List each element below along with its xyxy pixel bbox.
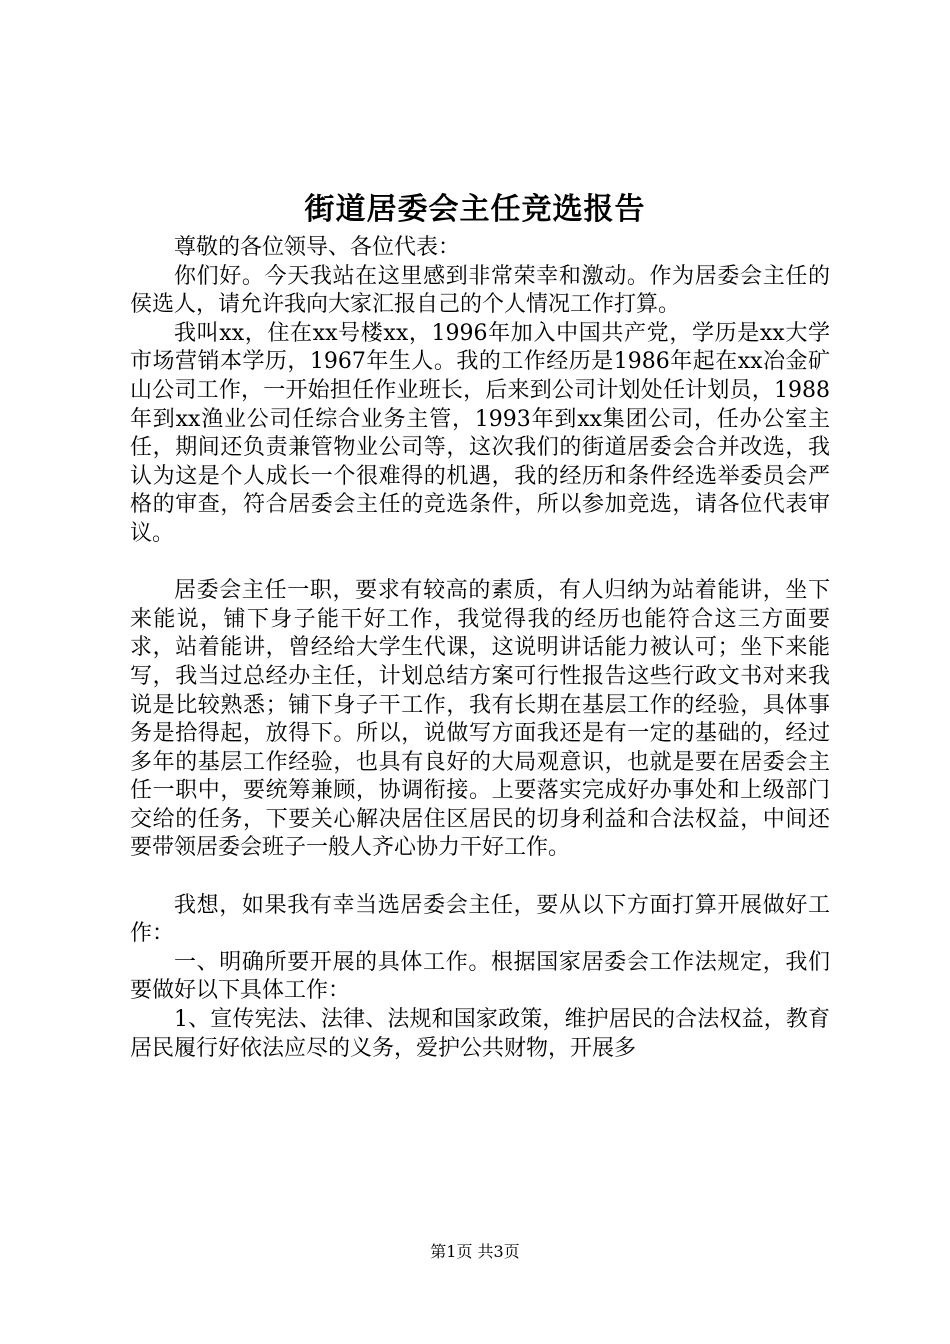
document-body [130, 234, 830, 1063]
paragraph-section-one: 一、明确所要开展的具体工作。根据国家居委会工作法规定，我们要做好以下具体工作： [130, 949, 830, 1004]
paragraph-plan-intro: 我想，如果我有幸当选居委会主任，要从以下方面打算开展做好工作： [130, 892, 830, 947]
paragraph-item-one: 1、宣传宪法、法律、法规和国家政策，维护居民的合法权益，教育居民履行好依法应尽的义务，爱护公共财物，开展多 [130, 1007, 830, 1061]
paragraph-salutation: 尊敬的各位领导、各位代表： [174, 235, 461, 260]
document-title: 街道居委会主任竞选报告 [304, 192, 646, 227]
paragraph-greeting: 你们好。今天我站在这里感到非常荣幸和激动。作为居委会主任的侯选人，请允许我向大家汇报自己的个人情况工作打算。 [130, 263, 830, 318]
page-number-footer: 第1页 共3页 [430, 1242, 520, 1261]
paragraph-background: 我叫xx，住在xx号楼xx，1996年加入中国共产党，学历是xx大学市场营销本学历，1967年生人。我的工作经历是1986年起在xx冶金矿山公司工作，一开始担任作业班长，后来到公司计划处任计划员，1988年到xx渔业公司任综合业务主管，1993年到xx集团公司，任办公室主任，期间还负责兼管物业公司等，这次我们的街道居委会合并改选，我认为这是个人成长一个很难得的机遇，我的经历和条件经选举委员会严格的审查，符合居委会主任的竞选条件，所以参加竞选，请各位代表审议。 [130, 320, 830, 546]
paragraph-qualifications: 居委会主任一职，要求有较高的素质，有人归纳为站着能讲，坐下来能说，铺下身子能干好工作，我觉得我的经历也能符合这三方面要求，站着能讲，曾经给大学生代课，这说明讲话能力被认可；坐下来能写，我当过总经办主任，计划总结方案可行性报告这些行政文书对来我说是比较熟悉；铺下身子干工作，我有长期在基层工作的经验，具体事务是拾得起，放得下。所以，说做写方面我还是有一定的基础的，经过多年的基层工作经验，也具有良好的大局观意识，也就是要在居委会主任一职中，要统筹兼顾，协调衔接。上要落实完成好办事处和上级部门交给的任务，下要关心解决居住区居民的切身利益和合法权益，中间还要带领居委会班子一般人齐心协力干好工作。 [130, 578, 830, 861]
